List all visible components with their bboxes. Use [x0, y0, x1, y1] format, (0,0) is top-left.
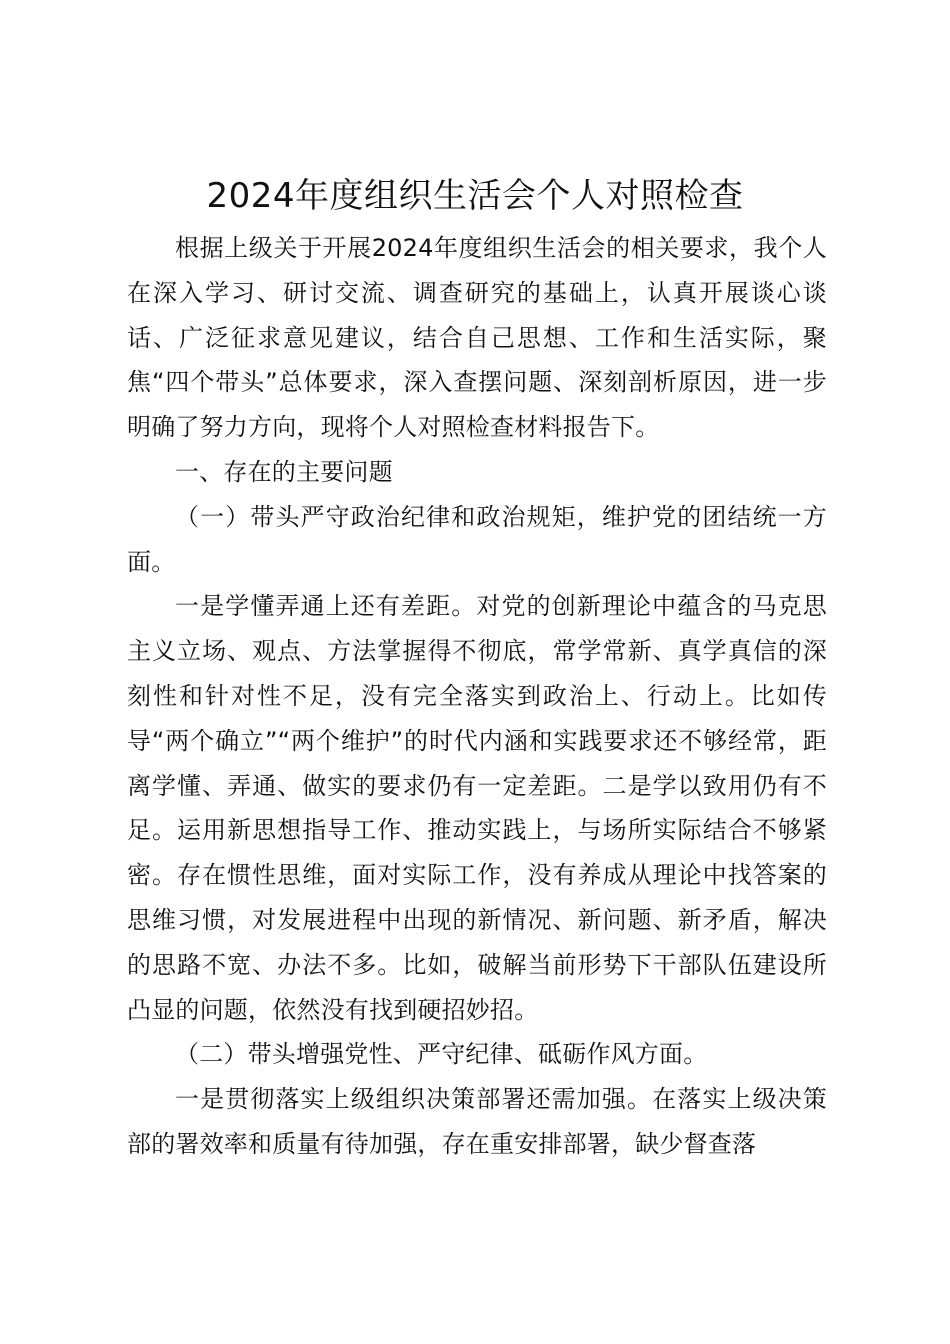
section-heading-1: 一、存在的主要问题	[175, 457, 393, 486]
subsection-heading-2: （二）带头增强党性、严守纪律、砥砺作风方面。	[175, 1040, 708, 1069]
paragraph-subsection-2: 一是贯彻落实上级组织决策部署还需加强。在落实上级决策部的署效率和质量有待加强，存在重安排部署，缺少督查落	[127, 1085, 827, 1158]
document-body	[127, 226, 827, 1167]
document-title: 2024年度组织生活会个人对照检查	[206, 176, 744, 216]
subsection-heading-1: （一）带头严守政治纪律和政治规矩，维护党的团结统一方面。	[127, 502, 827, 576]
paragraph-intro: 根据上级关于开展2024年度组织生活会的相关要求，我个人在深入学习、研讨交流、调查研究的基础上，认真开展谈心谈话、广泛征求意见建议，结合自己思想、工作和生活实际，聚焦“四个带头”总体要求，深入查摆问题、深刻剖析原因，进一步明确了努力方向，现将个人对照检查材料报告下。	[127, 234, 827, 442]
paragraph-subsection-1: 一是学懂弄通上还有差距。对党的创新理论中蕴含的马克思主义立场、观点、方法掌握得不彻底，常学常新、真学真信的深刻性和针对性不足，没有完全落实到政治上、行动上。比如传导“两个确立”“两个维护”的时代内涵和实践要求还不够经常，距离学懂、弄通、做实的要求仍有一定差距。二是学以致用仍有不足。运用新思想指导工作、推动实践上，与场所实际结合不够紧密。存在惯性思维，面对实际工作，没有养成从理论中找答案的思维习惯，对发展进程中出现的新情况、新问题、新矛盾，解决的思路不宽、办法不多。比如，破解当前形势下干部队伍建设所凸显的问题，依然没有找到硬招妙招。	[127, 592, 827, 1024]
